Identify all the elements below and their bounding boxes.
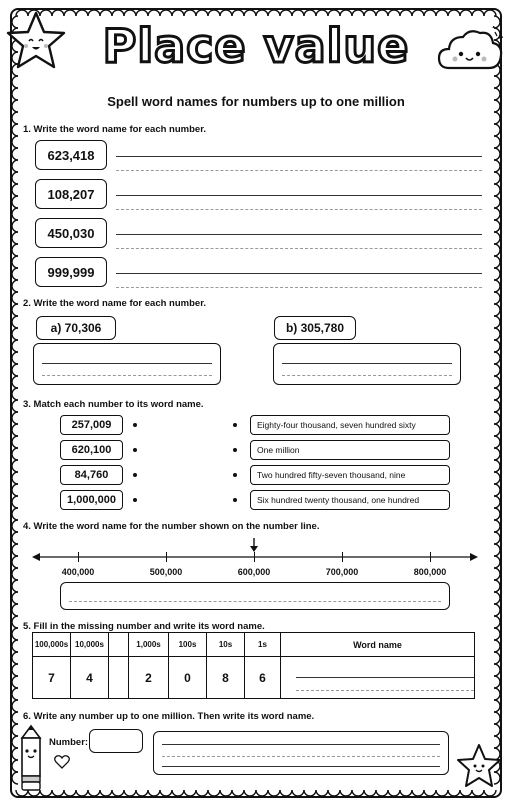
q1-guide-line-4 [116, 287, 482, 288]
q1-answer-line-2[interactable] [116, 195, 482, 196]
cloud-mascot-icon [437, 26, 503, 76]
q1-answer-line-1[interactable] [116, 156, 482, 157]
pv-value-1: 7 [33, 657, 71, 699]
tick-400000 [78, 552, 79, 562]
number-label: Number: [49, 737, 89, 748]
q3-number-4[interactable]: 1,000,000 [60, 490, 123, 510]
question-2-prompt: 2. Write the word name for each number. [23, 298, 207, 309]
pv-header-5: 100s [169, 633, 207, 657]
q3-word-2[interactable]: One million [250, 440, 450, 460]
page-title: Place value [102, 19, 410, 73]
number-line [30, 536, 480, 566]
pv-value-3-blank[interactable] [109, 657, 129, 699]
heart-icon [54, 755, 70, 769]
tick-label-1: 400,000 [61, 567, 95, 577]
q3-word-4[interactable]: Six hundred twenty thousand, one hundred [250, 490, 450, 510]
question-3-prompt: 3. Match each number to its word name. [23, 399, 204, 410]
tick-500000 [166, 552, 167, 562]
star-mascot-icon [4, 10, 68, 72]
q3-word-3[interactable]: Two hundred fifty-seven thousand, nine [250, 465, 450, 485]
q1-number-2: 108,207 [35, 179, 107, 209]
pv-header-7: 1s [245, 633, 281, 657]
q1-guide-line-1 [116, 170, 482, 171]
q1-number-3: 450,030 [35, 218, 107, 248]
q2-number-b: b) 305,780 [274, 316, 356, 340]
q3-right-dot-3[interactable] [233, 473, 237, 477]
pv-value-7: 6 [245, 657, 281, 699]
pv-header-1: 100,000s [33, 633, 71, 657]
q1-answer-line-3[interactable] [116, 234, 482, 235]
tick-label-4: 700,000 [325, 567, 359, 577]
q1-guide-line-3 [116, 248, 482, 249]
q3-left-dot-1[interactable] [133, 423, 137, 427]
q3-right-dot-1[interactable] [233, 423, 237, 427]
pencil-mascot-icon [13, 724, 49, 794]
q2-answer-box-a[interactable] [33, 343, 221, 385]
tick-label-5: 800,000 [413, 567, 447, 577]
q1-guide-line-2 [116, 209, 482, 210]
q3-number-2[interactable]: 620,100 [60, 440, 123, 460]
q1-number-1: 623,418 [35, 140, 107, 170]
pv-word-dash [296, 690, 474, 691]
q3-word-1[interactable]: Eighty-four thousand, seven hundred sixty [250, 415, 450, 435]
tick-600000 [254, 552, 255, 562]
pv-header-4: 1,000s [129, 633, 169, 657]
q3-right-dot-4[interactable] [233, 498, 237, 502]
pv-header-6: 10s [207, 633, 245, 657]
q2-number-a: a) 70,306 [36, 316, 116, 340]
q3-right-dot-2[interactable] [233, 448, 237, 452]
q3-left-dot-2[interactable] [133, 448, 137, 452]
q3-left-dot-3[interactable] [133, 473, 137, 477]
pv-header-2: 10,000s [71, 633, 109, 657]
question-6-prompt: 6. Write any number up to one million. Then write its word name. [23, 711, 315, 722]
q3-left-dot-4[interactable] [133, 498, 137, 502]
question-1-prompt: 1. Write the word name for each number. [23, 124, 207, 135]
question-4-prompt: 4. Write the word name for the number shown on the number line. [23, 521, 320, 532]
q4-answer-box[interactable] [60, 582, 450, 610]
pv-value-6: 8 [207, 657, 245, 699]
pv-value-2: 4 [71, 657, 109, 699]
pv-word-line [296, 677, 474, 678]
place-value-table [32, 632, 475, 699]
pv-value-4: 2 [129, 657, 169, 699]
star-small-mascot-icon [455, 742, 503, 790]
tick-700000 [342, 552, 343, 562]
pv-header-3 [109, 633, 129, 657]
question-5-prompt: 5. Fill in the missing number and write its word name. [23, 621, 265, 632]
tick-label-2: 500,000 [149, 567, 183, 577]
tick-800000 [430, 552, 431, 562]
q1-number-4: 999,999 [35, 257, 107, 287]
q6-word-box[interactable] [153, 731, 449, 775]
q3-number-1[interactable]: 257,009 [60, 415, 123, 435]
q1-answer-line-4[interactable] [116, 273, 482, 274]
q6-number-box[interactable] [89, 729, 143, 753]
pv-value-5: 0 [169, 657, 207, 699]
page-subtitle: Spell word names for numbers up to one million [107, 94, 405, 109]
pv-header-word-name: Word name [281, 633, 475, 657]
q3-number-3[interactable]: 84,760 [60, 465, 123, 485]
q2-answer-box-b[interactable] [273, 343, 461, 385]
tick-label-3: 600,000 [237, 567, 271, 577]
